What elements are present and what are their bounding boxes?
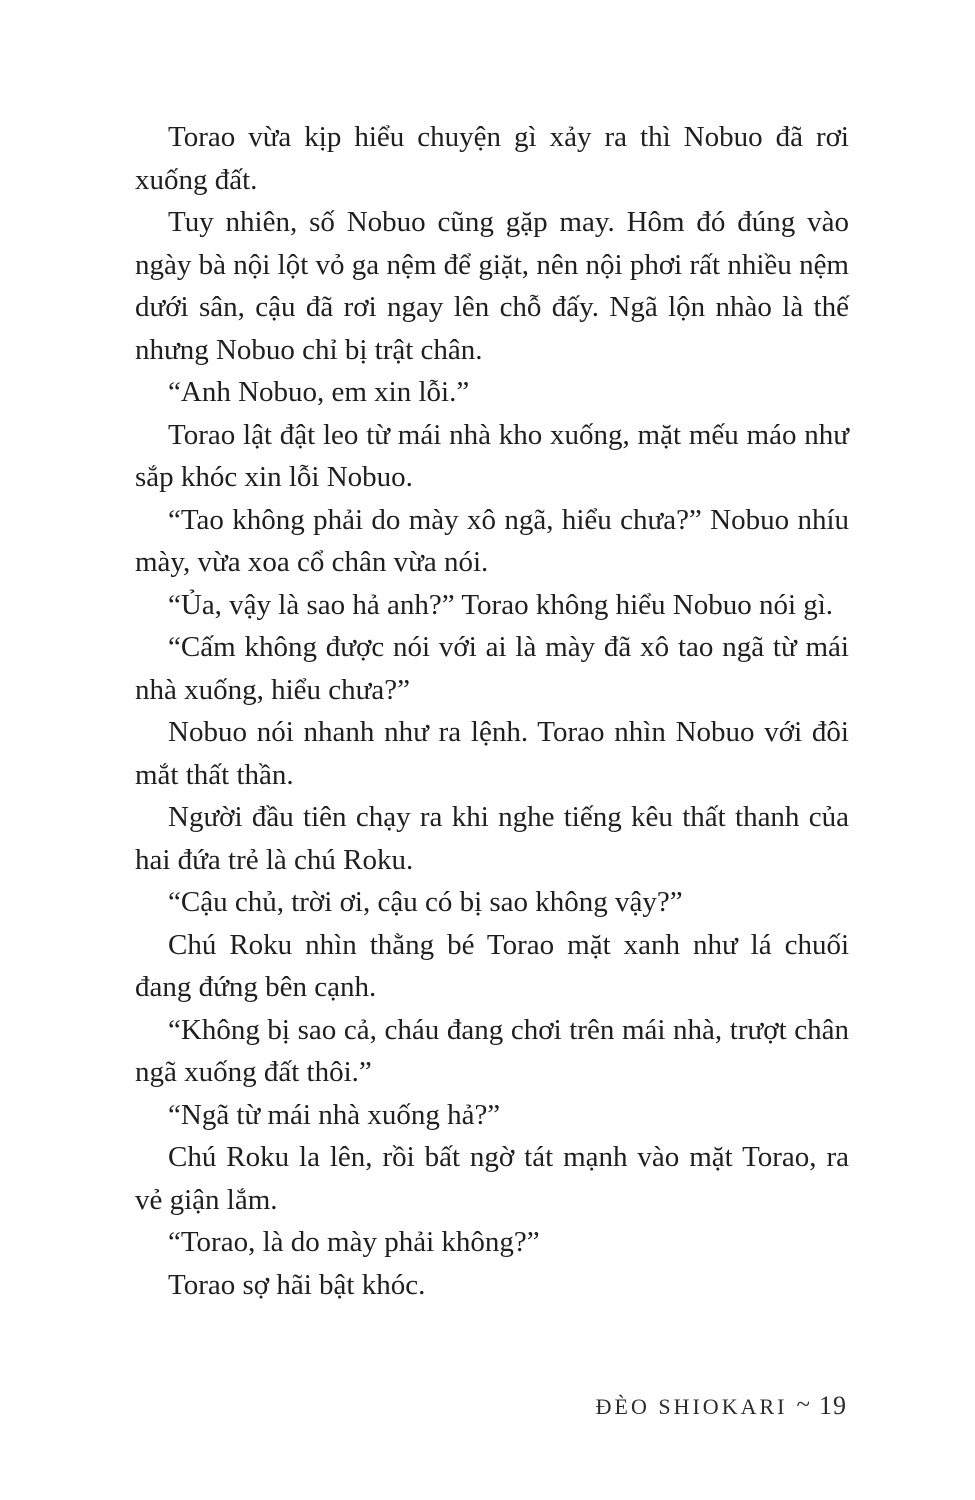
paragraph: Chú Roku nhìn thằng bé Torao mặt xanh như lá chuối đang đứng bên cạnh. <box>135 928 849 1003</box>
paragraph: “Ngã từ mái nhà xuống hả?” <box>168 1098 501 1131</box>
paragraph: Torao lật đật leo từ mái nhà kho xuống, mặt mếu máo như sắp khóc xin lỗi Nobuo. <box>135 418 849 493</box>
paragraph: Torao vừa kịp hiểu chuyện gì xảy ra thì Nobuo đã rơi xuống đất. <box>135 121 849 196</box>
paragraph: Người đầu tiên chạy ra khi nghe tiếng kêu thất thanh của hai đứa trẻ là chú Roku. <box>135 801 849 876</box>
paragraph: Chú Roku la lên, rồi bất ngờ tát mạnh vào mặt Torao, ra vẻ giận lắm. <box>135 1141 849 1216</box>
paragraph: “Cấm không được nói với ai là mày đã xô tao ngã từ mái nhà xuống, hiểu chưa?” <box>135 631 849 706</box>
paragraph: “Tao không phải do mày xô ngã, hiểu chưa?” Nobuo nhíu mày, vừa xoa cổ chân vừa nói. <box>135 503 849 578</box>
paragraph: “Cậu chủ, trời ơi, cậu có bị sao không vậy?” <box>168 886 683 918</box>
paragraph: “Không bị sao cả, cháu đang chơi trên mái nhà, trượt chân ngã xuống đất thôi.” <box>135 1013 849 1088</box>
body-text <box>135 116 849 1306</box>
paragraph: Tuy nhiên, số Nobuo cũng gặp may. Hôm đó đúng vào ngày bà nội lột vỏ ga nệm để giặt, nên nội phơi rất nhiều nệm dưới sân, cậu đã rơi ngay lên chỗ đấy. Ngã lộn nhào là thế nhưng Nobuo chỉ bị trật chân. <box>135 206 849 366</box>
running-title: ĐÈO SHIOKARI <box>595 1394 788 1419</box>
paragraph: Torao sợ hãi bật khóc. <box>168 1268 426 1301</box>
paragraph: Nobuo nói nhanh như ra lệnh. Torao nhìn Nobuo với đôi mắt thất thần. <box>135 716 849 791</box>
page-number: 19 <box>819 1391 847 1420</box>
paragraph: “Torao, là do mày phải không?” <box>168 1226 540 1258</box>
footer-separator: ~ <box>796 1391 810 1418</box>
paragraph: “Anh Nobuo, em xin lỗi.” <box>168 376 470 408</box>
paragraph: “Ủa, vậy là sao hả anh?” Torao không hiểu Nobuo nói gì. <box>168 588 834 621</box>
page-footer <box>596 1391 847 1421</box>
